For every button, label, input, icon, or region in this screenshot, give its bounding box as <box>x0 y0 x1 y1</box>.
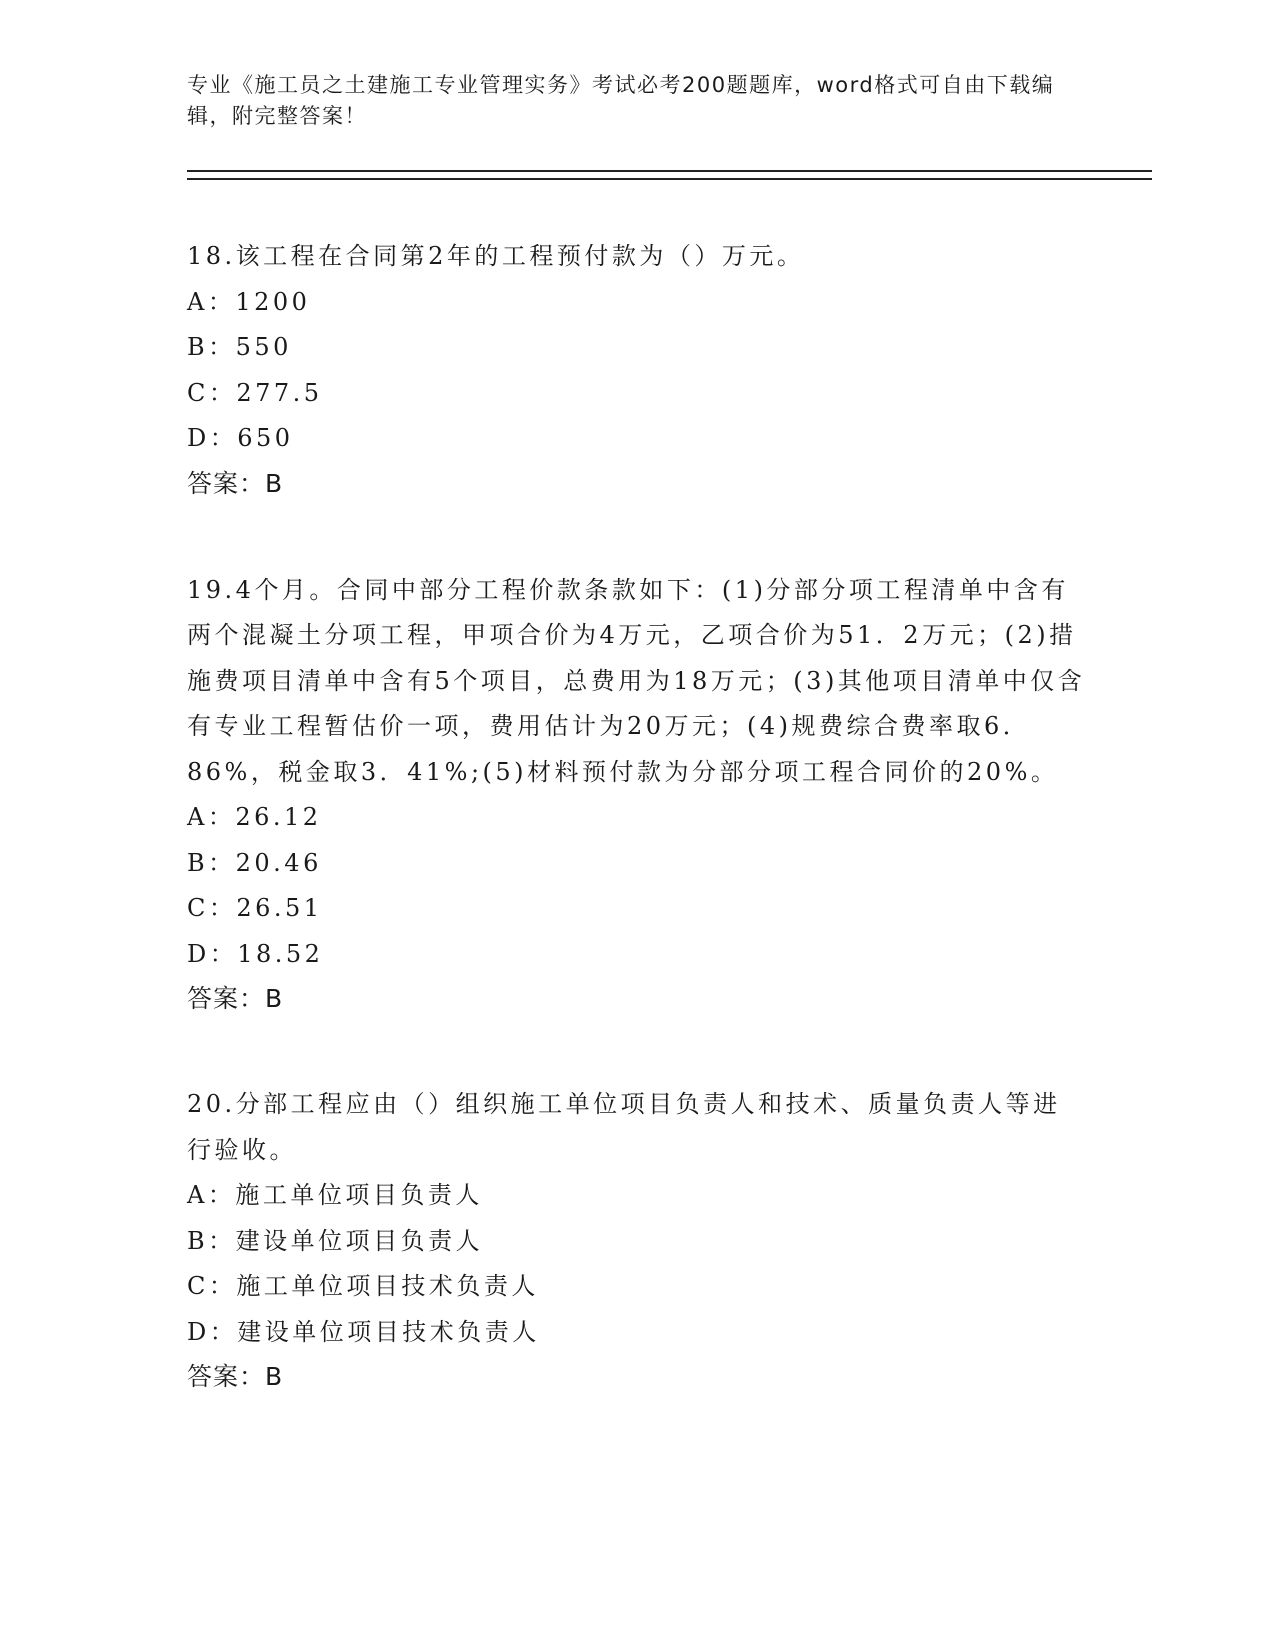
question-stem: 20.分部工程应由（）组织施工单位项目负责人和技术、质量负责人等进行验收。 <box>187 1090 1061 1164</box>
option-a: A：1200 <box>187 287 311 316</box>
option-d: D：建设单位项目技术负责人 <box>187 1317 540 1346</box>
question-20 <box>187 1082 1152 1399</box>
option-b: B：建设单位项目负责人 <box>187 1226 484 1255</box>
answer-line: 答案：B <box>187 1362 284 1391</box>
answer-line: 答案：B <box>187 468 284 498</box>
question-19 <box>187 568 1152 1022</box>
option-c: C：26.51 <box>187 894 323 922</box>
option-d: D：650 <box>187 424 294 452</box>
option-b: B：20.46 <box>187 848 322 877</box>
option-a: A：施工单位项目负责人 <box>187 1181 483 1209</box>
answer-line: 答案：B <box>187 984 284 1013</box>
option-a: A：26.12 <box>187 803 322 831</box>
question-stem: 19.4个月。合同中部分工程价款条款如下：(1)分部分项工程清单中含有两个混凝土分项工程，甲项合价为4万元，乙项合价为51．2万元；(2)措施费项目清单中含有5个项目，总费用为18万元；(3)其他项目清单中仅含有专业工程暂估价一项，费用估计为20万元；(4)规费综合费率取6．86%，税金取3．41%;(5)材料预付款为分部分项工程合同价的20%。 <box>187 575 1086 786</box>
question-stem: 18.该工程在合同第2年的工程预付款为（）万元。 <box>187 242 805 270</box>
header-divider <box>187 170 1152 180</box>
option-d: D：18.52 <box>187 939 324 968</box>
document-header: 专业《施工员之土建施工专业管理实务》考试必考200题题库，word格式可自由下载编辑，附完整答案！ <box>187 73 1055 128</box>
option-c: C：277.5 <box>187 378 323 407</box>
option-c: C：施工单位项目技术负责人 <box>187 1272 539 1300</box>
option-b: B：550 <box>187 333 292 361</box>
document-page <box>187 70 1152 1399</box>
question-18 <box>187 234 1152 506</box>
